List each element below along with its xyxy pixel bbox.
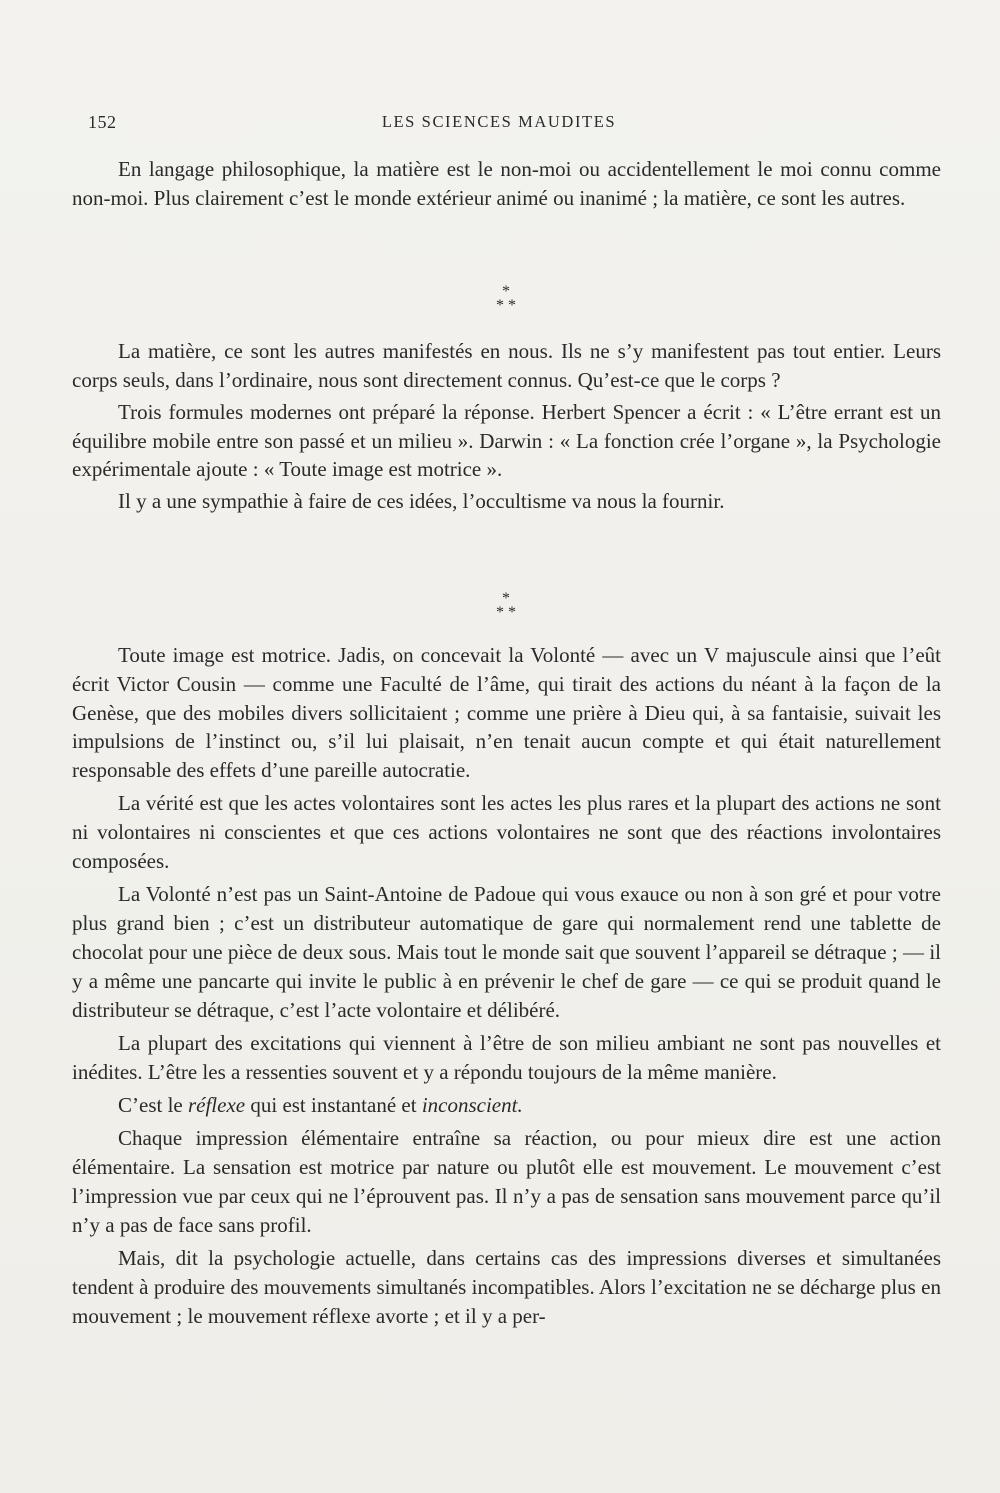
paragraph: Trois formules modernes ont préparé la réponse. Herbert Spencer a écrit : « L’être errant est un équilibre mobile entre son passé et un milieu ». Darwin : « La fonction crée l’organe », la Psychologie expérimentale ajoute : « Toute image est motrice ». [72,399,941,482]
section-separator [482,592,530,620]
emphasis-inconscient: inconscient. [421,1092,523,1117]
paragraph: La Volonté n’est pas un Saint-Antoine de Padoue qui vous exauce ou non à son gré et pour votre plus grand bien ; c’est un distributeur automatique de gare qui normalement rend une tablette de chocolat pour une pièce de deux sous. Mais tout le monde sait que souvent l’appareil se détraque ; — il y a même une pancarte qui invite le public à en prévenir le chef de gare — ce qui se produit quand le distributeur se détraque, c’est l’acte volontaire et délibéré. [72,882,941,1022]
text-run: C’est le [118,1092,188,1117]
text-run: qui est instantané et [245,1092,422,1117]
asterism-bottom: * * [496,604,516,621]
paragraph: Chaque impression élémentaire entraîne sa réaction, ou pour mieux dire est une action élémentaire. La sensation est motrice par nature ou plutôt elle est mouvement. Le mouvement c’est l’impression vue par ceux qui ne l’éprouvent pas. Il n’y a pas de sensation sans mouvement parce qu’il n’y a pas de face sans profil. [72,1126,941,1237]
paragraph: Mais, dit la psychologie actuelle, dans certains cas des impressions diverses et simultanées tendent à produire des mouvements simultanés incompatibles. Alors l’excitation ne se décharge plus en mouvement ; le mouvement réflexe avorte ; et il y a per- [72,1245,941,1328]
paragraph: La vérité est que les actes volontaires sont les actes les plus rares et la plupart des actions ne sont ni volontaires ni conscientes et que ces actions volontaires ne sont que des réactions involontaires composées. [72,791,941,874]
section-3 [72,641,941,1335]
section-separator [482,285,530,313]
paragraph: Toute image est motrice. Jadis, on concevait la Volonté — avec un V majuscule ainsi que l’eût écrit Victor Cousin — comme une Faculté de l’âme, qui tirait des actions du néant à la façon de la Genèse, que des mobiles divers sollicitaient ; comme une prière à Dieu qui, à sa fantaisie, suivait les impulsions de l’instinct ou, s’il lui plaisait, n’en tenait aucun compte et qui était naturellement responsable des effets d’une pareille autocratie. [72,643,941,783]
running-head [88,112,910,134]
paragraph: En langage philosophique, la matière est le non-moi ou accidentellement le moi connu comme non-moi. Plus clairement c’est le monde extérieur animé ou inanimé ; la matière, ce sont les autres. [72,157,941,210]
asterism-top: * [502,283,510,300]
paragraph: La plupart des excitations qui viennent à l’être de son milieu ambiant ne sont pas nouvelles et inédites. L’être les a ressenties souvent et y a répondu toujours de la même manière. [72,1030,941,1084]
paragraph: La matière, ce sont les autres manifestés en nous. Ils ne s’y manifestent pas tout entier. Leurs corps seuls, dans l’ordinaire, nous sont directement connus. Qu’est-ce que le corps ? [72,339,941,392]
emphasis-reflexe: réflexe [187,1092,246,1117]
page-number: 152 [88,112,117,132]
paragraph-reflexe [72,1091,941,1120]
section-1 [72,155,941,213]
asterism-top: * [502,590,510,607]
section-2 [72,337,941,519]
paragraph: Il y a une sympathie à faire de ces idées, l’occultisme va nous la fournir. [118,489,725,514]
running-title: LES SCIENCES MAUDITES [381,112,617,131]
asterism-bottom: * * [496,297,516,314]
